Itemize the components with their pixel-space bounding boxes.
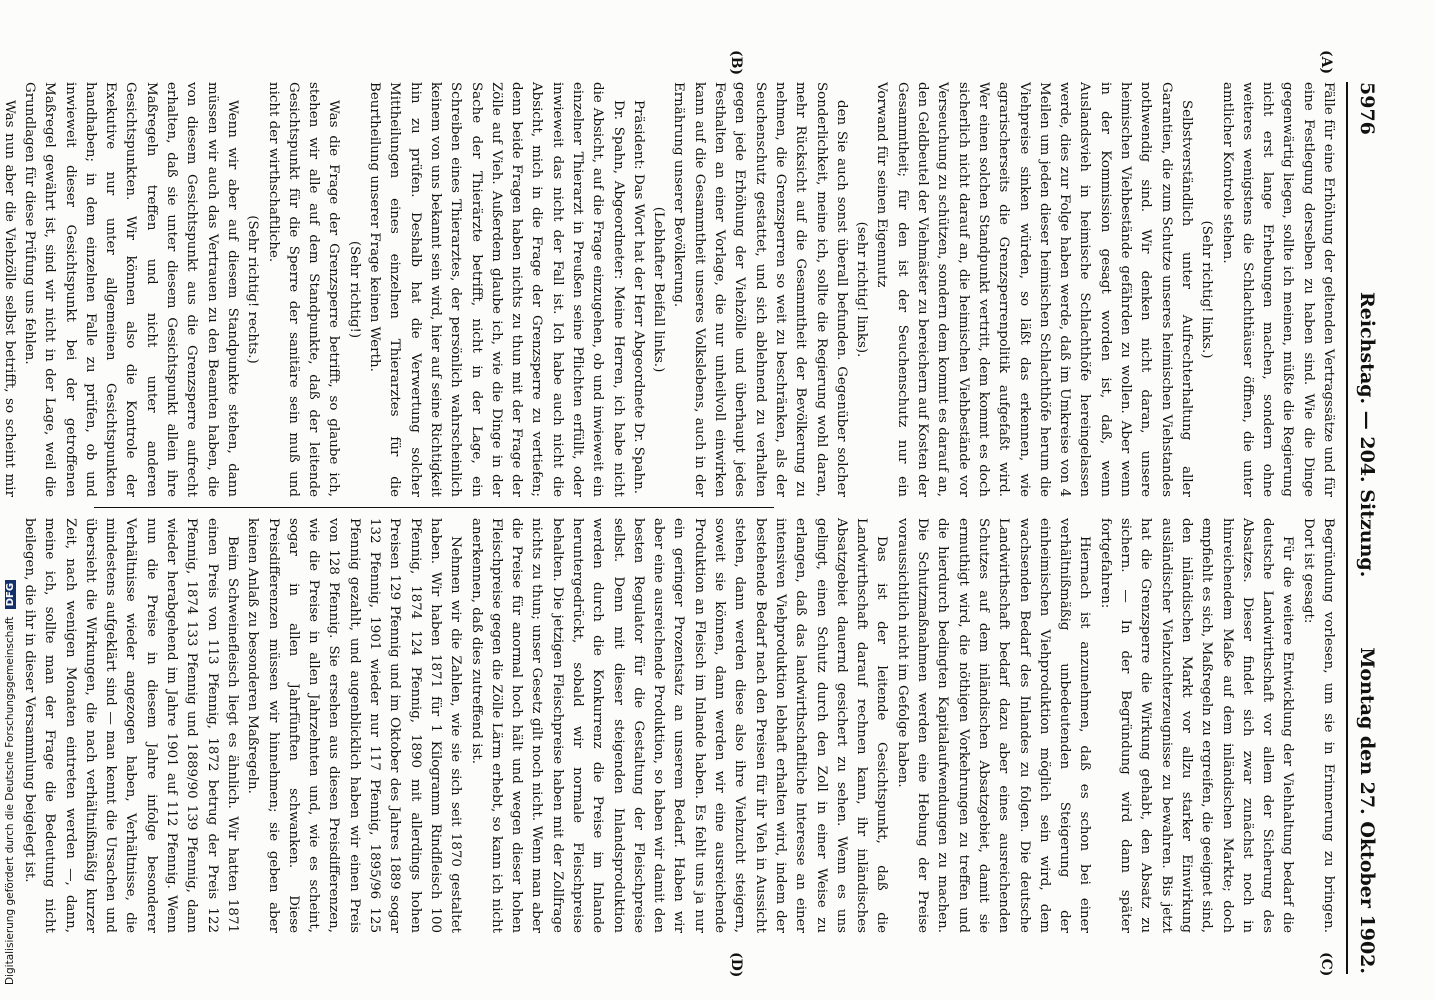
- paragraph: Dr. Spahn, Abgeordneter: Meine Herren, ich habe nicht die Absicht, auf die Frage einzugehen, ob und inwieweit ein einzelner Thierarzt in Preußen seine Pflichten erfüllt, oder inwieweit das nicht der Fall ist. Ich habe auch nicht die Absicht, mich in die Frage der Grenzsperre zu vertiefen; denn beide Fragen haben nichts zu thun mit der Frage der Zölle auf Vieh. Außerdem glaube ich, wie die Dinge in der Sache der Thierärzte betrifft, nicht in der Lage, ein Schreiben eines Thierarztes, der persönlich wahrscheinlich keinem von uns bekannt sein wird, hier auf seine Richtigkeit hin zu prüfen. Deshalb hat die Verwertung solcher Mittheilungen eines einzelnen Thierarztes für die Beurtheilung unserer Frage keinen Werth.: [367, 82, 626, 497]
- margin-mark-b: (B): [728, 50, 744, 76]
- paragraph: Wenn wir aber auf diesem Standpunkte stehen, dann müssen wir auch das Vertrauen zu den Beamten haben, die von diesem Gesichtspunkt aus die Grenzsperre aufrecht erhalten, daß sie unter diesem Gesichtspunkt allein ihre Maßregeln treffen und nicht unter anderen Gesichtspunkten. Wir können also die Kontrole der Exekutive nur unter allgemeinen Gesichtspunkten handhaben; in dem einzelnen Falle zu prüfen, ob und inwieweit dieser Gesichtspunkt bei der getroffenen Maßregel gewährt ist, sind wir nicht in der Lage, weil die Grundlagen für diese Prüfung uns fehlen.: [22, 82, 240, 497]
- header-session: Reichstag. — 204. Sitzung.: [1356, 292, 1378, 578]
- margin-mark-a: (A): [1318, 50, 1334, 75]
- paragraph: Hiernach ist anzunehmen, daß es schon bei einer verhältnißmäßig unbedeutenden Steigerung der einheimischen Viehproduktion möglich sein wird, dem wachsenden Bedarf des Inlandes zu folgen. Die deutsche Landwirthschaft bedarf dazu aber eines ausreichenden Schutzes auf dem inländischen Absatzgebiet, damit sie ermuthigt wird, die nöthigen Vorkehrungen zu treffen und die hierdurch bedingten Kapitalaufwendungen zu machen. Die Schutzmaßnahmen werden eine Hebung der Preise voraussichtlich nicht im Gefolge haben.: [894, 518, 1093, 933]
- left-text-column: [1, 82, 1338, 497]
- paragraph: den Sie auch sonst überall befunden. Gegenüber solcher Sonderlichkeit, meine ich, sollte die Regierung wohl daran, mehr Rücksicht auf die Gesammtheit der Bevölkerung zu nehmen, die Grenzsperren so weit zu beschränken, als der Seuchenschutz gestattet, und sich ablehnend zu verhalten gegen jede Erhöhung der Viehzölle und überhaupt jedes Festhalten an einer Vorlage, die nur unheilvoll einwirken kann auf die Gesammtheit unseres Volkslebens, auch in der Ernährung unserer Bevölkerung.: [671, 82, 849, 497]
- paragraph: (sehr richtig! links).: [854, 221, 870, 358]
- paragraph: Präsident: Das Wort hat der Herr Abgeordnete Dr. Spahn.: [630, 100, 646, 494]
- paragraph: Was die Frage der Grenzsperre betrifft, so glaube ich, stehen wir alle auf dem Standpunkte, daß der leitende Gesichtspunkt für die Sperre der sanitäre sein muß und nicht der wirthschaftliche.: [265, 82, 342, 497]
- paragraph: Begründung vorlesen, um sie in Erinnerung zu bringen. Dort ist gesagt:: [1300, 518, 1336, 933]
- digitization-credit: [4, 580, 16, 985]
- right-text-column: [22, 518, 1338, 933]
- paragraph: Selbstverständlich unter Aufrechterhaltung aller Garantien, die zum Schutze unseres heimischen Viehstandes nothwendig sind. Wir denken nicht daran, unsere heimischen Viehbestände gefährden zu wollen. Aber wenn in der Kommission gesagt worden ist, daß, wenn Auslandsvieh in heimische Schlachthöfe hereingelassen werde, dies zur Folge haben werde, daß im Umkreise von 4 Meilen um jeden dieser heimischen Schlachthöfe herum die Viehpreise sinken würden, so läßt das erkennen, wie agrarischerseits die Grenzsperrenpolitik aufgefaßt wird. Wer einen solchen Standpunkt vertritt, dem kommt es doch sicherlich nicht darauf an, die heimischen Viehbestände vor Verseuchung zu schützen, sondern dem kommt es darauf an, den Geldbeutel der Viehmäster zu bereichern auf Kosten der Gesammtheit; für den ist der Seuchenschutz nur ein Vorwand für seinen Eigennutz: [874, 82, 1194, 497]
- paragraph: (Sehr richtig! links.): [1199, 220, 1215, 359]
- paragraph: Nehmen wir die Zahlen, wie sie sich seit 1870 gestaltet haben. Wir haben 1871 für 1 Kilogramm Rindfleisch 100 Pfennig, 1874 124 Pfennig, 1890 mit allerdings hohen Preisen 129 Pfennig und im Oktober des Jahres 1889 sogar 132 Pfennig, 1901 wieder nur 117 Pfennig, 1895/96 125 Pfennig gezahlt, und augenblicklich haben wir einen Preis von 128 Pfennig. Sie ersehen aus diesen Preisdifferenzen, wie die Preise in allen Jahrzehnten und, wie es scheint, sogar in allen Jahrfünften schwanken. Diese Preisdifferenzen müssen wir hinnehmen; sie geben aber keinen Anlaß zu besonderen Maßregeln.: [245, 518, 464, 933]
- page-number: 5976: [1356, 82, 1378, 135]
- paragraph: (Sehr richtig!): [346, 240, 362, 339]
- dfg-logo: DFG: [5, 580, 16, 609]
- column-rule: [94, 507, 774, 508]
- running-header: [1346, 82, 1380, 974]
- header-date: Montag den 27. Oktober 1902.: [1356, 647, 1378, 974]
- paragraph: Beim Schweinefleisch liegt es ähnlich. Wir hatten 1871 einen Preis von 113 Pfennig, 1872 betrug der Preis 122 Pfennig, 1874 133 Pfennig und 1889/90 139 Pfennig, dann wieder herabgehend im Jahre 1901 auf 112 Pfennig. Wenn nun die Preise in diesem Jahre infolge besonderer Verhältnisse wieder angezogen haben, Verhältnisse, die mindestens aufgeklärt sind — man kennt die Ursachen und übersieht die Wirkungen, die nach verhältnißmäßig kurzer Zeit, nach wenigen Monaten eintreten werden —, dann, meine ich, sollte man der Frage die Bedeutung nicht beilegen, die ihr in dieser Versammlung beigelegt ist.: [22, 518, 240, 933]
- paragraph: Was nun aber die Viehzölle selbst betrifft, so scheint mir: [1, 100, 17, 497]
- paragraph: (Lebhafter Beifall links.): [651, 206, 667, 373]
- paragraph: Fälle für eine Erhöhung der geltenden Vertragssätze und für eine Festlegung derselben zu haben sind. Wie die Dinge gegenwärtig liegen, sollte ich meinen, müßte die Regierung nicht erst lange Erhebungen machen, sondern ohne weiteres wenigstens die Schlachthäuser öffnen, die unter amtlicher Kontrole stehen.: [1219, 82, 1336, 497]
- margin-mark-c: (C): [1318, 952, 1334, 977]
- credit-text: Digitalisierung gefördert durch die Deutsche Forschungsgemeinschaft: [4, 616, 16, 985]
- margin-mark-d: (D): [728, 952, 744, 978]
- paragraph: Für die weitere Entwicklung der Viehhaltung bedarf die deutsche Landwirthschaft vor allem der Sicherung des Absatzes. Dieser findet sich zwar zunächst noch in hinreichendem Maße auf dem inländischen Markte; doch empfiehlt es sich, Maßregeln zu ergreifen, die geeignet sind, den inländischen Markt vor allzu starker Einwirkung ausländischer Viehzuchterzeugnisse zu bewahren. Bis jetzt hat die Grenzsperre die Wirkung gehabt, den Absatz zu sichern. — In der Begründung wird dann später fortgefahren:: [1097, 518, 1296, 933]
- paragraph: (Sehr richtig! rechts.): [245, 215, 261, 364]
- paragraph: Das ist der leitende Gesichtspunkt, daß die Landwirthschaft darauf rechnen kann, ihr inländisches Absatzgebiet dauernd gesichert zu sehen. Wenn es uns gelingt, einen Schutz durch den Zoll in einer Weise zu erlangen, daß das landwirthschaftliche Interesse an einer intensiven Viehproduktion lebhaft erhalten wird, indem der bestehende Bedarf nach den Preisen für ihr Vieh in Aussicht stehen, dann werden diese also ihre Viehzucht steigern, soweit sie können, dann werden wir eine ausreichende Produktion an Fleisch im Inlande haben. Es fehlt uns ja nur ein geringer Prozentsatz an unserem Bedarf. Haben wir aber eine ausreichende Produktion, so haben wir damit den besten Regulator für die Gestaltung der Fleischpreise selbst. Denn mit dieser steigenden Inlandsproduktion werden durch die Konkurrenz die Preise im Inlande heruntergedrückt, sobald wir normale Fleischpreise behalten. Die jetzigen Fleischpreise haben mit der Zollfrage nichts zu thun; unser Gesetz gilt noch nicht. Wenn man aber die Preise für anormal hoch hält und wegen dieser hohen Fleischpreise gegen die Zölle Lärm erhebt, so kann ich nicht anerkennen, daß dies zutreffend ist.: [468, 518, 890, 933]
